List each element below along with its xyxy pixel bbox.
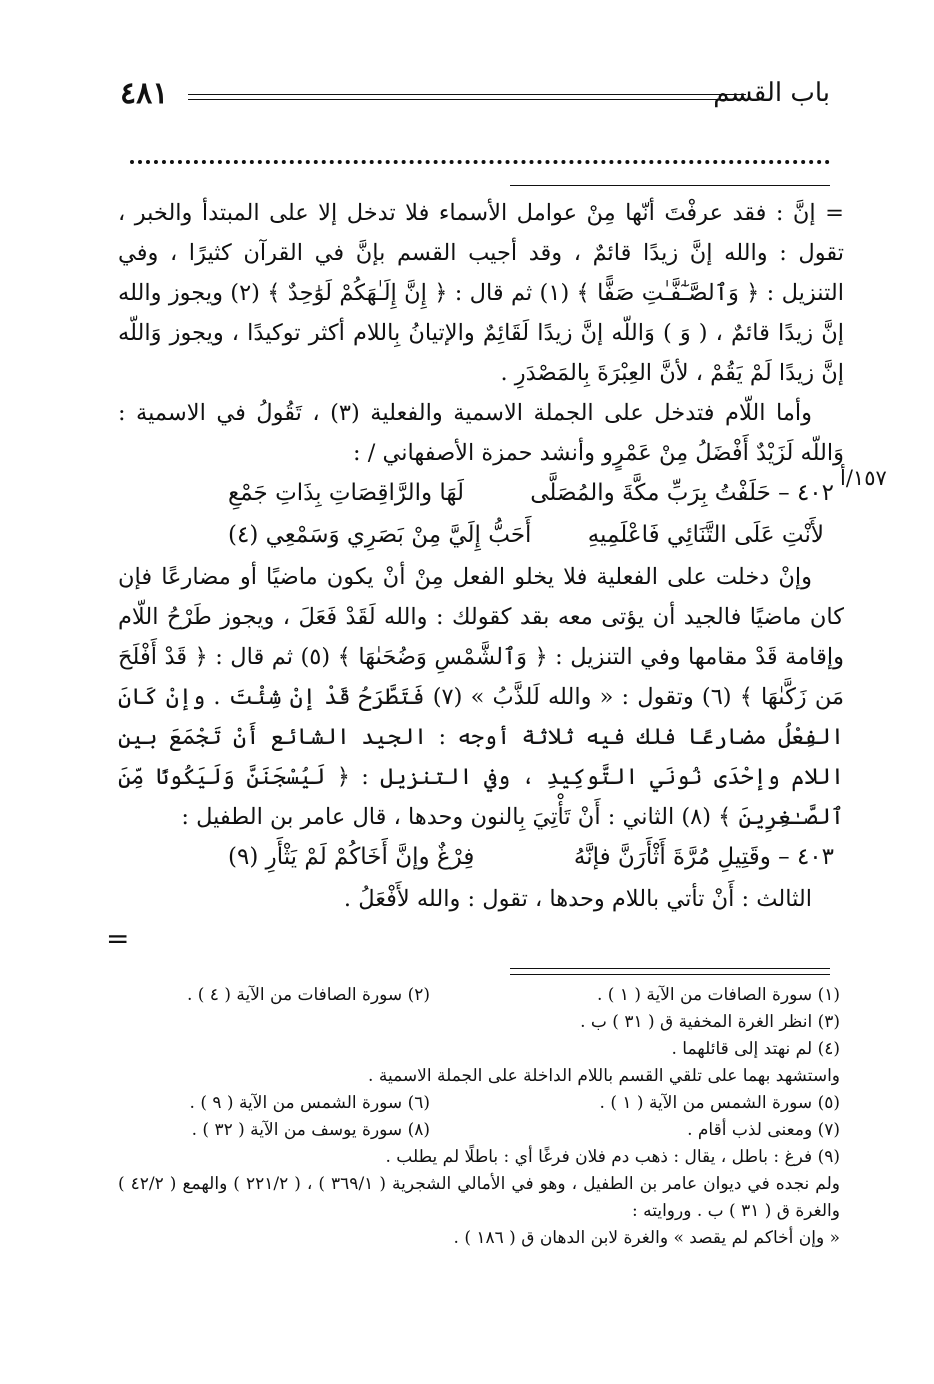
verse-hemistich: ٤٠٣ – وقَتِيلِ مُرَّةَ أَثْأَرَنَّ فإنَّهُ <box>573 844 834 870</box>
footnote-row <box>118 1225 840 1252</box>
verse-hemistich: لَهَا والرَّاقِصَاتِ بِذَاتِ جَمْعِ <box>228 480 465 506</box>
paragraph-3: وإنْ دخلت على الفعلية فلا يخلو الفعل مِنْ أنْ يكون ماضيًا أو مضارعًا فإن كان ماضيًا فالجيد أن يؤتى معه بقد كقولك : والله لَقَدْ فَعَلَ ، ويجوز طَرْحُ اللّام وإقامة قَدْ مقامها وفي التنزيل : ﴿ وَٱلشَّمْسِ وَضُحَىٰهَا ﴾ (٥) ثم قال : ﴿ قَدْ أَفْلَحَ مَن زَكَّىٰهَا ﴾ (٦) وتقول : « والله لَلذَّبُ » (٧) فَتَطَّرَحُ قَدْ إنْ شِئْتَ . وإنْ كَانَ الفِعْلُ مضارعًا فلك فيه ثلاثة أوجه : الجيد الشائع أَنْ تَجْمَعَ بين اللام وإحْدَى نُونَي التَّوكِيدِ ، وفي التنزيل : ﴿ لَيُسْجَنَنَّ وَلَيَكُونًا مِّنَ ٱلصَّـٰغِرِينَ ﴾ (٨) الثاني : أَنْ تَأْتِيَ بِالنون وحدها ، قال عامر بن الطفيل : <box>118 564 844 830</box>
continuation-mark: = <box>106 922 130 955</box>
footnote-4: (٤) لم نهتد إلى قائلهما . <box>671 1039 840 1059</box>
header-rule <box>188 99 746 100</box>
header-rule <box>188 94 746 95</box>
footnote-row <box>118 982 840 1009</box>
verse-hemistich: فِرْغٌ وإنَّ أَخَاكُمْ لَمْ يَثْأَرِ (٩) <box>228 844 475 870</box>
footnote-5: (٥) سورة الشمس من الآية ( ١ ) . <box>599 1093 840 1113</box>
verse-hemistich: أَحَبُّ إِلَيَّ مِنْ بَصَرِي وَسَمْعِي (٤) <box>228 522 532 548</box>
paragraph-1: = إنَّ : فقد عرفْتَ أنّها مِنْ عوامل الأسماء فلا تدخل إلا على المبتدأ والخبر ، تقول : والله إنَّ زيدًا قائمٌ ، وقد أجيب القسم بإنَّ في القرآن كثيرًا ، وفي التنزيل : ﴿ وَٱلصَّـٰٓفَّـٰتِ صَفًّا ﴾ (١) ثم قال : ﴿ إِنَّ إِلَـٰهَكُمْ لَوَٰحِدٌ ﴾ (٢) ويجوز والله إنَّ زيدًا قائمٌ ، ( وَ ) وَاللّه إنَّ زيدًا لَقَائِمٌ والإتيانُ بِاللام أكثر توكيدًا ، ويجوز وَاللّه إنَّ زيدًا لَمْ يَقُمْ ، لأنَّ العِبْرَةَ بِالمَصْدَرِ . <box>118 200 844 386</box>
footnote-6: (٦) سورة الشمس من الآية ( ٩ ) . <box>189 1093 430 1113</box>
footnote-rule <box>510 968 830 969</box>
footnote-9: (٩) فرغ : باطل ، يقال : ذهب دم فلان فرغًا أي : باطلًا لم يطلب . <box>385 1147 840 1167</box>
footnote-row <box>118 1117 840 1144</box>
verse-402-line-2 <box>118 515 844 557</box>
footnote-row <box>118 1090 840 1117</box>
footnote-9-continued: ولم نجده في ديوان عامر بن الطفيل ، وهو في الأمالي الشجرية ( ٣٦٩/١ ) ، ( ٢٢١/٢ ) والهمع ( ٤٢/٢ ) والغرة ق ( ٣١ ) ب . وروايته : <box>118 1174 840 1221</box>
footnote-7: (٧) ومعنى لذب أقام . <box>687 1120 840 1140</box>
footnotes <box>118 982 840 1252</box>
footnote-row <box>118 1144 840 1171</box>
footnote-1: (١) سورة الصافات من الآية ( ١ ) . <box>596 985 840 1005</box>
page-header <box>120 76 830 116</box>
verse-hemistich: ٤٠٢ – حَلَفْتُ بِرَبِّ مكَّةَ والمُصَلَّى <box>530 480 834 506</box>
footnote-rule <box>510 974 830 975</box>
footnote-row <box>118 1036 840 1063</box>
page-number: ٤٨١ <box>120 76 169 111</box>
folio-margin-note: ١٥٧/أ <box>840 466 887 490</box>
footnote-9-variant: « وإن أخاكم لم يقصد » والغرة لابن الدهان ق ( ١٨٦ ) . <box>453 1228 840 1248</box>
footnote-row <box>118 1009 840 1036</box>
footnote-row <box>118 1063 840 1090</box>
footnote-8: (٨) سورة يوسف من الآية ( ٣٢ ) . <box>191 1120 430 1140</box>
dotted-separator <box>130 160 830 164</box>
verse-hemistich: لأَنْتِ عَلَى التَّنَائِي فَاعْلَمِيهِ <box>587 522 824 548</box>
verse-403 <box>118 837 844 879</box>
verse-402-line-1 <box>118 473 844 515</box>
main-text <box>118 193 844 919</box>
paragraph-2: وأما اللّام فتدخل على الجملة الاسمية والفعلية (٣) ، تَقُولُ في الاسمية : وَاللّه لَزَيْدٌ أَفْضَلُ مِنْ عَمْرٍو وأنشد حمزة الأصفهاني / : <box>118 400 844 466</box>
footnote-2: (٢) سورة الصافات من الآية ( ٤ ) . <box>186 985 430 1005</box>
footnote-3: (٣) انظر الغرة المخفية ق ( ٣١ ) ب . <box>580 1012 840 1032</box>
footnote-4-continued: واستشهد بهما على تلقي القسم باللام الداخلة على الجملة الاسمية . <box>368 1066 840 1086</box>
paragraph-4: الثالث : أَنْ تأتي باللام وحدها ، تقول : والله لأَفْعَلُ . <box>343 886 812 912</box>
chapter-title: باب القسم <box>713 78 830 108</box>
section-rule <box>510 185 830 186</box>
